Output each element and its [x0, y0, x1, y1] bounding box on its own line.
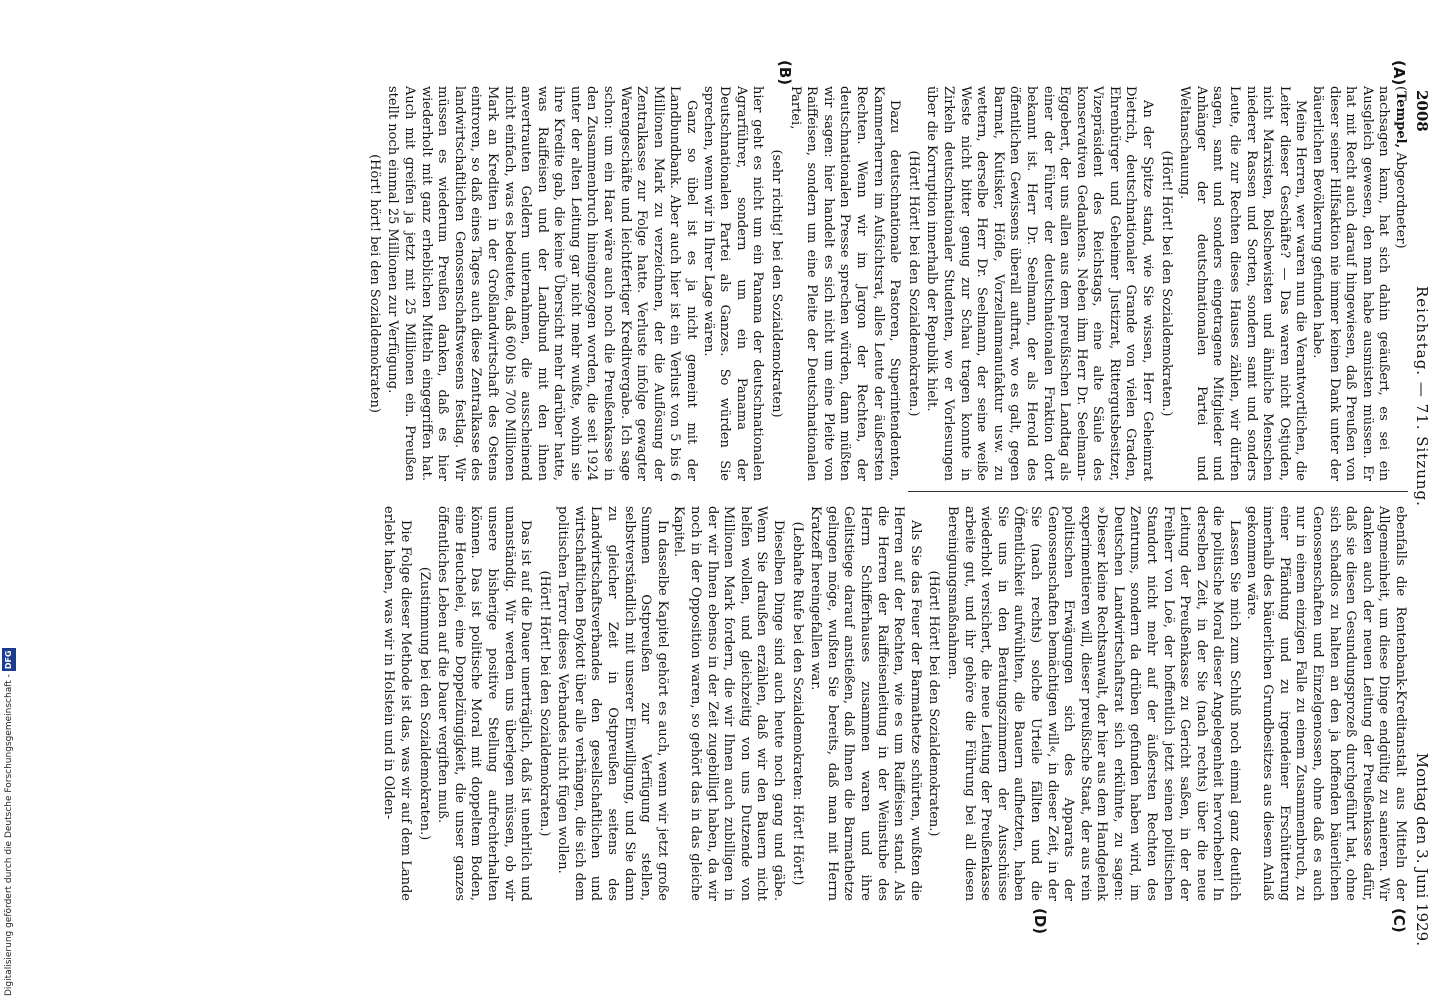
paragraph: Ganz so übel ist es ja nicht gemeint mit der Landbundbank. Aber auch hier ist ein Verlust von 5 bis 6 Millionen Mark zu verzeichnen, der die Auflösung der Zentralkasse zur Folge hatte. Verluste infolge gewagter Warengeschäfte und leichtfertiger Kreditvergabe. Ich sage schon: um ein Haar wäre auch noch die Preußenkasse in den Zusammenbruch hineingezogen worden, die seit 1924 unter der alten Leitung gar nicht mehr wußte, wohin sie ihre Kredite gab, die keine Übersicht mehr darüber hatte, was Raiffeisen und der Landbund mit den ihnen anvertrauten Geldern unternahmen, die ausscheinend nicht einfach, was es bedeutete, daß 600 bis 700 Millionen Mark an Krediten in der Großlandwirtschaft des Ostens eintroren, so daß eines Tages auch diese Zentralkasse des landwirtschaftlichen Genossenschaftswesens festlag. Wir müssen es wiederum Preußen danken, daß es hier wiederholt mit ganz erheblichen Mitteln eingegriffen hat. Auch mit greifen ja jetzt mit 25 Millionen ein. Preußen stellt noch einmal 25 Millionen zur Verfügung.	[385, 86, 700, 481]
right-text-column	[380, 506, 1408, 901]
interjection: (Hört! Hört! bei den Sozialdemokraten.)	[905, 150, 921, 417]
paragraph: Dieselben Dinge sind auch heute noch gang und gäbe. Wenn Sie draußen erzählen, daß wir den Bauern nicht helfen wollen, und gleichzeitig von uns Dutzende von Millionen Mark fordern, die wir Ihnen auch zubilligen in der wir Ihnen ebenso in der Zeit zugebilligt haben, da wir noch in der Opposition waren, so gehört das in das gleiche Kapitel.	[671, 506, 787, 901]
margin-mark-b: (B)	[776, 60, 794, 86]
paragraph: Lassen Sie mich zum Schluß noch einmal ganz deutlich die politische Moral dieser Angelegenheit hervorheben! In derselben Zeit, in der Sie (nach rechts) über die neue Leitung der Preußenkasse zu Gericht saßen, in der der Freiherr von Loë, der hoffentlich jetzt seinen politischen Standort nicht mehr auf der äußersten Rechten des Zentrums, sondern da drüben gefunden haben wird, im Deutschen Landwirtschaftsrat sich erkühnte, zu sagen: »Dieser kleine Rechtsanwalt, der hier aus dem Handgelenk experimentieren will, dieser preußische Staat, der aus rein politischen Erwägungen sich des Apparats der Genossenschaften bemächtigen will«, in dieser Zeit, in der Sie (nach rechts) solche Urteile fällten und die Öffentlichkeit aufwühlten, die Bauern aufhetzten, haben Sie uns in den Beratungszimmern der Ausschüsse wiederholt versichert, die neue Leitung der Preußenkasse arbeite gut, und ihr gehöre die Führung bei all diesen Bereinigungsmaßnahmen.	[944, 506, 1243, 901]
dfg-logo: DFG	[2, 648, 16, 671]
interjection: (Hört! Hört! bei den Sozialdemokraten.)	[1158, 150, 1174, 417]
paragraph: Das ist auf die Dauer unerträglich, daß ist unehrlich und unanständig. Wir werden uns überlegen müssen, ob wir unsere bisherige positive Stellung aufrechterhalten können. Das ist politische Moral mit doppeltem Boden, eine Heuchelei, eine Doppelzüngigkeit, die unser ganzes öffentliches Leben auf die Dauer vergiften muß.	[435, 506, 534, 901]
paragraph: An der Spitze stand, wie Sie wissen, Herr Geheimrat Dietrich, deutschnationaler Grande von vielen Graden, Ehrenbürger und Geheimer Justizrat, Rittergutsbesitzer, Vizepräsident des Reichstags, eine alte Säule des konservativen Gedankens. Neben ihm Herr Dr. Seelmann-Eggebert, der uns allen aus dem preußischen Landtag als einer der Führer der deutschnationalen Fraktion dort bekannt ist. Herr Dr. Seelmann, der als Herold des öffentlichen Gewissens überall auftrat, wo es galt, gegen Barmat, Kutisker, Höfle, Vorzellanmanufaktur usw. zu wettern, derselbe Herr Dr. Seelmann, der seine weiße Weste nicht bitter genug zur Schau tragen konnte in Zirkeln deutschnationaler Studenten, wo er Vorlesungen über die Korruption innerhalb der Republik hielt.	[924, 86, 1156, 481]
digitization-credit	[2, 596, 16, 996]
left-text-column	[363, 86, 1408, 481]
interjection: (Lebhafte Rufe bei den Sozialdemokraten: Hört! Hört!)	[789, 521, 805, 886]
paragraph: hier geht es nicht um ein Panama der deutschnationalen Agrarführer, sondern um ein Panama der Deutschnationalen Partei als Ganzes. So würden Sie sprechen, wenn wir in Ihrer Lage wären.	[700, 86, 766, 481]
paragraph: ebenfalls die Rentenbank-Kreditanstalt aus Mitteln der Allgemeinheit, um diese Dinge endgültig zu sanieren. Wir danken auch der neuen Leitung der Preußenkasse dafür, daß sie diesen Gesundungsprozeß durchgeführt hat, ohne sich schadlos zu halten an den ja hoffenden bäuerlichen Genossenschaften und Einzelgenossen, ohne daß es auch nur in einem einzigen Falle zu einem Zusammenbruch, zu einer Pfändung und zu irgendeiner Erschütterung innerhalb des bäuerlichen Grundbesitzes aus diesem Anlaß gekommen wäre.	[1243, 506, 1408, 901]
page-number: 2008	[1413, 90, 1431, 132]
interjection: (Zustimmung bei den Sozialdemokraten.)	[416, 566, 432, 841]
margin-mark-d: (D)	[1031, 908, 1049, 935]
credit-text: Digitalisierung gefördert durch die Deutsche Forschungsgemeinschaft -	[4, 674, 14, 996]
interjection: (sehr richtig! bei den Sozialdemokraten)	[769, 149, 785, 418]
paragraph: Als Sie das Feuer der Barmathetze schürten, wußten die Herren auf der Rechten, wie es um Raiffeisen stand. Als die Herren der Raiffeisenleitung in der Weinstube des Herrn Schifferhauses zusammen waren und ihre Gelitstiege darauf anstießen, daß Ihnen die Barmathetze gelingen möge, wußten Sie bereits, daß man mit Herrn Kratzeff hereingefallen war.	[808, 506, 923, 901]
page-header	[1410, 86, 1434, 946]
interjection: (Hört! Hört! bei den Sozialdemokraten.)	[536, 570, 552, 837]
paragraph: Dazu deutschnationale Pastoren, Superintendenten, Kammerherren im Aufsichtsrat, alles Leute der äußersten Rechten. Wenn wir im Jargon der Rechten, der deutschnationalen Presse sprechen würden, dann müßten wir sagen: hier handelt es sich nicht um eine Pleite von Raiffeisen, sondern um eine Pleite der Deutschnationalen Partei,	[787, 86, 903, 481]
interjection: (Hört! Hört! bei den Sozialdemokraten.)	[926, 570, 942, 837]
paragraph: Die Folge dieser Methode ist das, was wir auf dem Lande erlebt haben, was wir in Holstein und in Olden-	[381, 506, 413, 901]
speaker-role: Abgeordneter)	[1393, 148, 1408, 249]
rotated-page-content	[119, 60, 1434, 946]
session-date: Montag den 3. Juni 1929.	[1413, 752, 1431, 946]
paragraph: nachsagen kann, hat sich dahin geäußert, es sei ein Ausgleich gewesen, den man habe ausmisten müssen. Er hat mit Recht auch darauf hingewiesen, daß Preußen von dieser seiner Hilfsaktion nie immer keinen Dank unter der bäuerlichen Bevölkerung gefunden habe.	[1310, 86, 1392, 481]
margin-mark-a: (A)	[1390, 60, 1408, 86]
speaker-name: Tempel,	[1393, 91, 1408, 149]
interjection: (Hört! hört! bei den Sozialdemokraten)	[366, 154, 382, 413]
column-divider	[908, 491, 1408, 492]
speaker-line: (Tempel, Abgeordneter)	[1393, 86, 1408, 249]
margin-mark-c: (C)	[1390, 908, 1408, 933]
paragraph: Meine Herren, wer waren nun die Verantwortlichen, die Leiter dieser Geschäfte? — Das waren nicht Ostjuden, nicht Marxisten, Bolschewisten und ähnliche Menschen niederer Rassen und Sorten, sondern samt und sonders Leute, die zur Rechten dieses Hauses zählen, wir dürfen sagen, samt und sonders eingetragene Mitglieder und Anhänger der deutschnationalen Partei und Weltanschauung.	[1177, 86, 1309, 481]
running-title: Reichstag. — 71. Sitzung.	[1413, 286, 1431, 507]
paragraph: In dasselbe Kapitel gehört es auch, wenn wir jetzt große Summen Ostpreußen zur Verfügung stellen, selbstverständlich mit unserer Einwilligung, und Sie dann zu gleicher Zeit in Ostpreußen seitens des Landwirtschaftsverbandes den gesellschaftlichen und wirtschaftlichen Boykott über alle verhängen, die sich dem politischen Terror dieses Verbandes nicht fügen wollen.	[555, 506, 670, 901]
